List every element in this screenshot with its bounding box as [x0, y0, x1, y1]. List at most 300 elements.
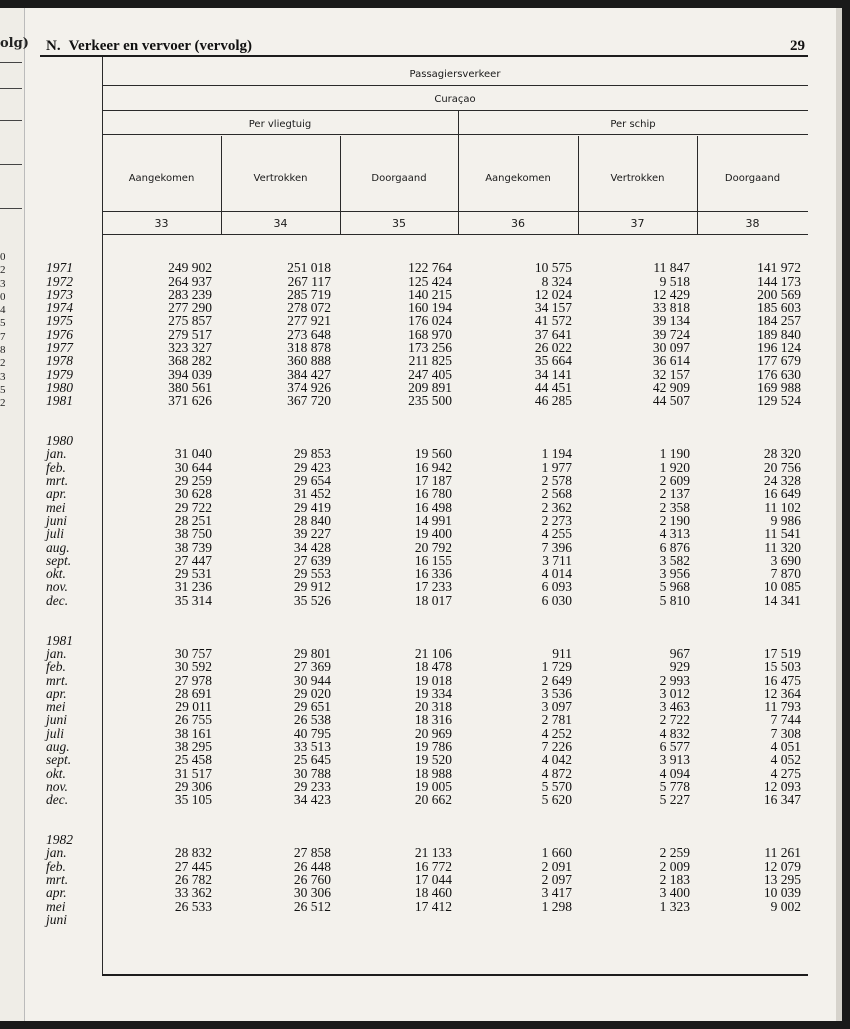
table-cell: 33 818: [652, 300, 690, 316]
table-cell: 1 190: [659, 446, 690, 462]
row-label: 1978: [46, 353, 73, 369]
row-label: 1979: [46, 366, 73, 382]
strip-divider: [0, 120, 22, 121]
row-label: aug.: [46, 539, 70, 555]
table-cell: 168 970: [408, 326, 452, 342]
table-cell: 277 290: [168, 300, 212, 316]
spacer: [348, 248, 452, 261]
table-cell: 41 572: [534, 313, 572, 329]
strip-divider: [0, 62, 22, 63]
row-label: dec.: [46, 792, 69, 808]
row-label: apr.: [46, 885, 67, 901]
col-header-air-transit: Doorgaand: [371, 173, 427, 184]
row-label: feb.: [46, 659, 66, 675]
table-cell: 12 364: [763, 685, 801, 701]
table-cell: 129 524: [757, 393, 801, 409]
table-bottom-rule: [102, 974, 808, 976]
table-cell: 140 215: [408, 286, 452, 302]
table-cell: 16 475: [763, 672, 801, 688]
table-cell: 19 005: [414, 778, 452, 794]
row-label: juni: [46, 512, 68, 528]
table-cell: 11 261: [764, 845, 801, 861]
row-label: apr.: [46, 486, 67, 502]
table-cell: 26 512: [293, 898, 331, 914]
table-cell: 3 582: [659, 552, 690, 568]
spacer: [348, 607, 452, 620]
table-cell: 34 423: [293, 792, 331, 808]
spacer: [110, 421, 212, 434]
table-cell: 19 400: [414, 526, 452, 542]
table-cell: 9 986: [770, 512, 801, 528]
table-cell: 4 052: [770, 752, 801, 768]
table-cell: 17 044: [414, 871, 452, 887]
strip-digit: 3: [0, 277, 6, 290]
table-cell: 28 251: [174, 512, 212, 528]
col-header-sea-arrived: Aangekomen: [485, 173, 551, 184]
spacer: [705, 421, 801, 434]
table-cell: 27 978: [174, 672, 212, 688]
table-cell: 6 577: [659, 738, 690, 754]
row-label: mrt.: [46, 473, 69, 489]
table-cell: 929: [669, 659, 690, 675]
table-cell: 3 690: [770, 552, 801, 568]
table-cell: 189 840: [757, 326, 801, 342]
data-column-air-departed: [229, 248, 331, 926]
table-cell: 33 362: [174, 885, 212, 901]
table-cell: 34 157: [534, 300, 572, 316]
table-cell: 31 517: [174, 765, 212, 781]
table-cell: 1 194: [541, 446, 572, 462]
page-number: 29: [790, 38, 805, 54]
spacer: [705, 408, 801, 421]
table-cell: 16 498: [414, 499, 452, 515]
table-cell: 28 832: [174, 845, 212, 861]
spacer: [46, 820, 73, 833]
table-cell: 1 920: [659, 459, 690, 475]
section-title: Verkeer en vervoer (vervolg): [68, 38, 252, 54]
header-curacao: Curaçao: [434, 94, 476, 105]
table-cell: [705, 913, 801, 926]
row-label: jan.: [46, 845, 67, 861]
table-cell: 18 017: [414, 592, 452, 608]
table-cell: 21 106: [414, 645, 452, 661]
table-cell: 5 778: [659, 778, 690, 794]
strip-digit: 0: [0, 290, 6, 303]
col-header-air-departed: Vertrokken: [253, 173, 308, 184]
table-cell: 2 609: [659, 473, 690, 489]
spacer: [586, 434, 690, 447]
table-cell: 29 912: [293, 579, 331, 595]
stub-divider: [102, 57, 103, 975]
spacer: [586, 634, 690, 647]
table-cell: 283 239: [168, 286, 212, 302]
col-header-sea-departed: Vertrokken: [610, 173, 665, 184]
table-cell: 185 603: [757, 300, 801, 316]
col-header-air-arrived: Aangekomen: [128, 173, 195, 184]
table-cell: 27 445: [174, 858, 212, 874]
table-cell: 1 729: [541, 659, 572, 675]
spacer: [466, 806, 572, 819]
col-number: 38: [745, 217, 760, 230]
strip-divider: [0, 208, 22, 209]
table-cell: [229, 913, 331, 926]
table-cell: 4 252: [541, 725, 572, 741]
table-cell: 17 519: [763, 645, 801, 661]
spacer: [110, 607, 212, 620]
row-label: nov.: [46, 579, 68, 595]
table-cell: 141 972: [757, 260, 801, 276]
col-number: 34: [273, 217, 288, 230]
document-page: [0, 8, 842, 1021]
table-cell: 30 592: [174, 659, 212, 675]
col-number: 37: [630, 217, 645, 230]
table-cell: 4 832: [659, 725, 690, 741]
row-label: 1973: [46, 286, 73, 302]
table-cell: 14 341: [763, 592, 801, 608]
table-cell: 30 944: [293, 672, 331, 688]
table-cell: 29 306: [174, 778, 212, 794]
spacer: [705, 607, 801, 620]
spacer: [229, 421, 331, 434]
row-label: jan.: [46, 446, 67, 462]
table-cell: 18 316: [414, 712, 452, 728]
row-label: apr.: [46, 685, 67, 701]
strip-digit: 0: [0, 251, 6, 263]
table-cell: 273 648: [287, 326, 331, 342]
data-column-sea-transit: [705, 248, 801, 926]
spacer: [466, 421, 572, 434]
row-label: okt.: [46, 566, 66, 582]
table-cell: 264 937: [168, 273, 212, 289]
table-cell: 27 369: [293, 659, 331, 675]
table-cell: 25 645: [293, 752, 331, 768]
data-column-air-transit: [348, 248, 452, 926]
table-cell: 2 009: [659, 858, 690, 874]
spacer: [466, 607, 572, 620]
table-cell: 1 977: [541, 459, 572, 475]
table-cell: 14 991: [414, 512, 452, 528]
strip-digit: 3: [0, 370, 6, 383]
table-cell: 7 396: [541, 539, 572, 555]
spacer: [46, 806, 73, 819]
table-cell: 19 520: [414, 752, 452, 768]
row-label: feb.: [46, 459, 66, 475]
data-column-air-arrived: [110, 248, 212, 926]
row-label: 1976: [46, 326, 73, 342]
table-cell: 3 711: [542, 552, 572, 568]
table-cell: 2 781: [541, 712, 572, 728]
table-cell: 10 575: [534, 260, 572, 276]
data-column-sea-departed: [586, 248, 690, 926]
table-cell: 3 400: [659, 885, 690, 901]
table-cell: 11 102: [764, 499, 801, 515]
spacer: [348, 820, 452, 833]
table-cell: 18 478: [414, 659, 452, 675]
table-cell: 4 094: [659, 765, 690, 781]
table-cell: 7 744: [770, 712, 801, 728]
table-cell: 12 429: [652, 286, 690, 302]
table-cell: 20 318: [414, 699, 452, 715]
table-cell: 176 630: [757, 366, 801, 382]
table-cell: 31 452: [293, 486, 331, 502]
spacer: [586, 607, 690, 620]
strip-title: olg): [0, 36, 29, 51]
table-cell: 235 500: [408, 393, 452, 409]
table-cell: 29 853: [293, 446, 331, 462]
table-cell: 29 419: [293, 499, 331, 515]
table-cell: 21 133: [414, 845, 452, 861]
table-cell: 1 660: [541, 845, 572, 861]
table-cell: 29 531: [174, 566, 212, 582]
spacer: [110, 434, 212, 447]
table-cell: 7 308: [770, 725, 801, 741]
table-cell: 26 448: [293, 858, 331, 874]
table-cell: 3 463: [659, 699, 690, 715]
table-cell: 27 858: [293, 845, 331, 861]
table-cell: 15 503: [763, 659, 801, 675]
header-line: [102, 85, 808, 86]
header-line: [102, 134, 808, 135]
spacer: [110, 620, 212, 633]
table-cell: 277 921: [287, 313, 331, 329]
spacer: [348, 806, 452, 819]
left-page-strip: [0, 8, 29, 1021]
col-number: 36: [511, 217, 525, 230]
spacer: [586, 421, 690, 434]
table-cell: 17 233: [414, 579, 452, 595]
table-cell: 38 750: [174, 526, 212, 542]
table-cell: 196 124: [757, 340, 801, 356]
table-cell: 2 259: [659, 845, 690, 861]
table-cell: 4 042: [541, 752, 572, 768]
spacer: [705, 820, 801, 833]
table-cell: 2 578: [541, 473, 572, 489]
table-cell: 9 518: [659, 273, 690, 289]
table-cell: 247 405: [408, 366, 452, 382]
table-cell: 17 187: [414, 473, 452, 489]
table-cell: 29 801: [293, 645, 331, 661]
table-cell: 34 428: [293, 539, 331, 555]
spacer: [705, 248, 801, 261]
row-label: mei: [46, 699, 66, 715]
row-label: 1972: [46, 273, 73, 289]
table-cell: 11 541: [764, 526, 801, 542]
table-cell: 6 093: [541, 579, 572, 595]
table-cell: 19 018: [414, 672, 452, 688]
table-cell: 32 157: [652, 366, 690, 382]
table-cell: 122 764: [408, 260, 452, 276]
row-label: aug.: [46, 738, 70, 754]
table-cell: 24 328: [763, 473, 801, 489]
col-header-sea-transit: Doorgaand: [724, 173, 781, 184]
row-label: 1971: [46, 260, 73, 276]
spacer: [110, 806, 212, 819]
table-cell: 19 786: [414, 738, 452, 754]
spacer: [348, 408, 452, 421]
table-cell: 2 091: [541, 858, 572, 874]
table-cell: 2 358: [659, 499, 690, 515]
table-cell: 279 517: [168, 326, 212, 342]
table-cell: 2 190: [659, 512, 690, 528]
table-cell: 30 788: [293, 765, 331, 781]
table-cell: 2 649: [541, 672, 572, 688]
table-cell: 2 362: [541, 499, 572, 515]
table-cell: 26 533: [174, 898, 212, 914]
spacer: [110, 833, 212, 846]
table-cell: 29 423: [293, 459, 331, 475]
table-cell: 26 755: [174, 712, 212, 728]
strip-digit: 5: [0, 383, 6, 396]
row-label: mrt.: [46, 672, 69, 688]
spacer: [705, 434, 801, 447]
table-cell: 34 141: [534, 366, 572, 382]
table-cell: 35 526: [293, 592, 331, 608]
table-cell: 9 002: [770, 898, 801, 914]
table-cell: 3 012: [659, 685, 690, 701]
table-cell: 20 662: [414, 792, 452, 808]
table-cell: 5 570: [541, 778, 572, 794]
table-cell: 38 739: [174, 539, 212, 555]
table-cell: 4 275: [770, 765, 801, 781]
spacer: [705, 620, 801, 633]
table-cell: 16 347: [763, 792, 801, 808]
row-label: feb.: [46, 858, 66, 874]
spacer: [229, 820, 331, 833]
col-number: 35: [392, 217, 406, 230]
table-cell: 3 956: [659, 566, 690, 582]
table-cell: 18 988: [414, 765, 452, 781]
strip-digit: 2: [0, 397, 6, 410]
table-cell: 177 679: [757, 353, 801, 369]
table-cell: 144 173: [757, 273, 801, 289]
table-cell: 20 969: [414, 725, 452, 741]
spacer: [46, 607, 73, 620]
table-cell: 368 282: [168, 353, 212, 369]
spacer: [229, 833, 331, 846]
table-cell: 278 072: [287, 300, 331, 316]
strip-digits: [0, 251, 12, 411]
table-cell: 371 626: [168, 393, 212, 409]
row-label: 1980: [46, 379, 73, 395]
row-label: nov.: [46, 778, 68, 794]
table-cell: 17 412: [414, 898, 452, 914]
table-cell: 4 051: [770, 738, 801, 754]
table-cell: 184 257: [757, 313, 801, 329]
section-letter: N.: [46, 38, 61, 54]
table-cell: 25 458: [174, 752, 212, 768]
title-rule: [40, 55, 808, 57]
spacer: [705, 634, 801, 647]
table-cell: 11 320: [764, 539, 801, 555]
table-cell: 211 825: [408, 353, 452, 369]
table-cell: 2 568: [541, 486, 572, 502]
table-cell: 42 909: [652, 379, 690, 395]
table-cell: 12 079: [763, 858, 801, 874]
spacer: [229, 248, 331, 261]
spacer: [586, 408, 690, 421]
table-cell: 39 227: [293, 526, 331, 542]
table-cell: 26 538: [293, 712, 331, 728]
table-cell: 2 273: [541, 512, 572, 528]
table-cell: 28 320: [763, 446, 801, 462]
table-cell: 29 259: [174, 473, 212, 489]
header-per-vliegtuig: Per vliegtuig: [248, 119, 312, 130]
page-title: [46, 38, 252, 55]
spacer: [46, 248, 73, 261]
strip-digit: 5: [0, 317, 6, 330]
table-cell: 29 654: [293, 473, 331, 489]
table-cell: 7 226: [541, 738, 572, 754]
table-cell: 39 134: [652, 313, 690, 329]
spacer: [466, 820, 572, 833]
table-cell: 39 724: [652, 326, 690, 342]
table-cell: [348, 913, 452, 926]
table-cell: 160 194: [408, 300, 452, 316]
spacer: [110, 408, 212, 421]
strip-divider: [0, 88, 22, 89]
table-cell: 367 720: [287, 393, 331, 409]
table-cell: 16 649: [763, 486, 801, 502]
spacer: [229, 634, 331, 647]
table-cell: 35 314: [174, 592, 212, 608]
row-label: okt.: [46, 765, 66, 781]
row-label: 1974: [46, 300, 73, 316]
table-cell: 1 323: [659, 898, 690, 914]
table-cell: 46 285: [534, 393, 572, 409]
table-cell: 28 840: [293, 512, 331, 528]
spacer: [466, 248, 572, 261]
table-cell: 37 641: [534, 326, 572, 342]
table-cell: 285 719: [287, 286, 331, 302]
row-label: 1977: [46, 340, 73, 356]
spacer: [110, 820, 212, 833]
table-cell: 374 926: [287, 379, 331, 395]
table-cell: 6 030: [541, 592, 572, 608]
table-cell: 275 857: [168, 313, 212, 329]
table-cell: [466, 913, 572, 926]
table-cell: 5 968: [659, 579, 690, 595]
table-cell: 16 942: [414, 459, 452, 475]
header-line: [102, 234, 808, 235]
strip-digit: 2: [0, 357, 6, 370]
spacer: [466, 434, 572, 447]
table-cell: 5 620: [541, 792, 572, 808]
table-cell: 4 313: [659, 526, 690, 542]
table-cell: 19 334: [414, 685, 452, 701]
table-cell: 29 722: [174, 499, 212, 515]
spacer: [466, 634, 572, 647]
spacer: [229, 408, 331, 421]
spacer: [229, 607, 331, 620]
row-label: mei: [46, 499, 66, 515]
table-cell: 267 117: [287, 273, 331, 289]
table-cell: 26 760: [293, 871, 331, 887]
table-cell: 2 722: [659, 712, 690, 728]
table-cell: 911: [552, 645, 572, 661]
table-cell: [110, 913, 212, 926]
strip-digit: 2: [0, 264, 6, 277]
table-cell: 27 639: [293, 552, 331, 568]
header-line: [102, 211, 808, 212]
table-cell: 20 792: [414, 539, 452, 555]
spacer: [46, 408, 73, 421]
table-cell: 249 902: [168, 260, 212, 276]
row-labels: [46, 248, 73, 926]
table-cell: 29 651: [293, 699, 331, 715]
spacer: [586, 820, 690, 833]
row-label: sept.: [46, 552, 72, 568]
table-cell: 169 988: [757, 379, 801, 395]
